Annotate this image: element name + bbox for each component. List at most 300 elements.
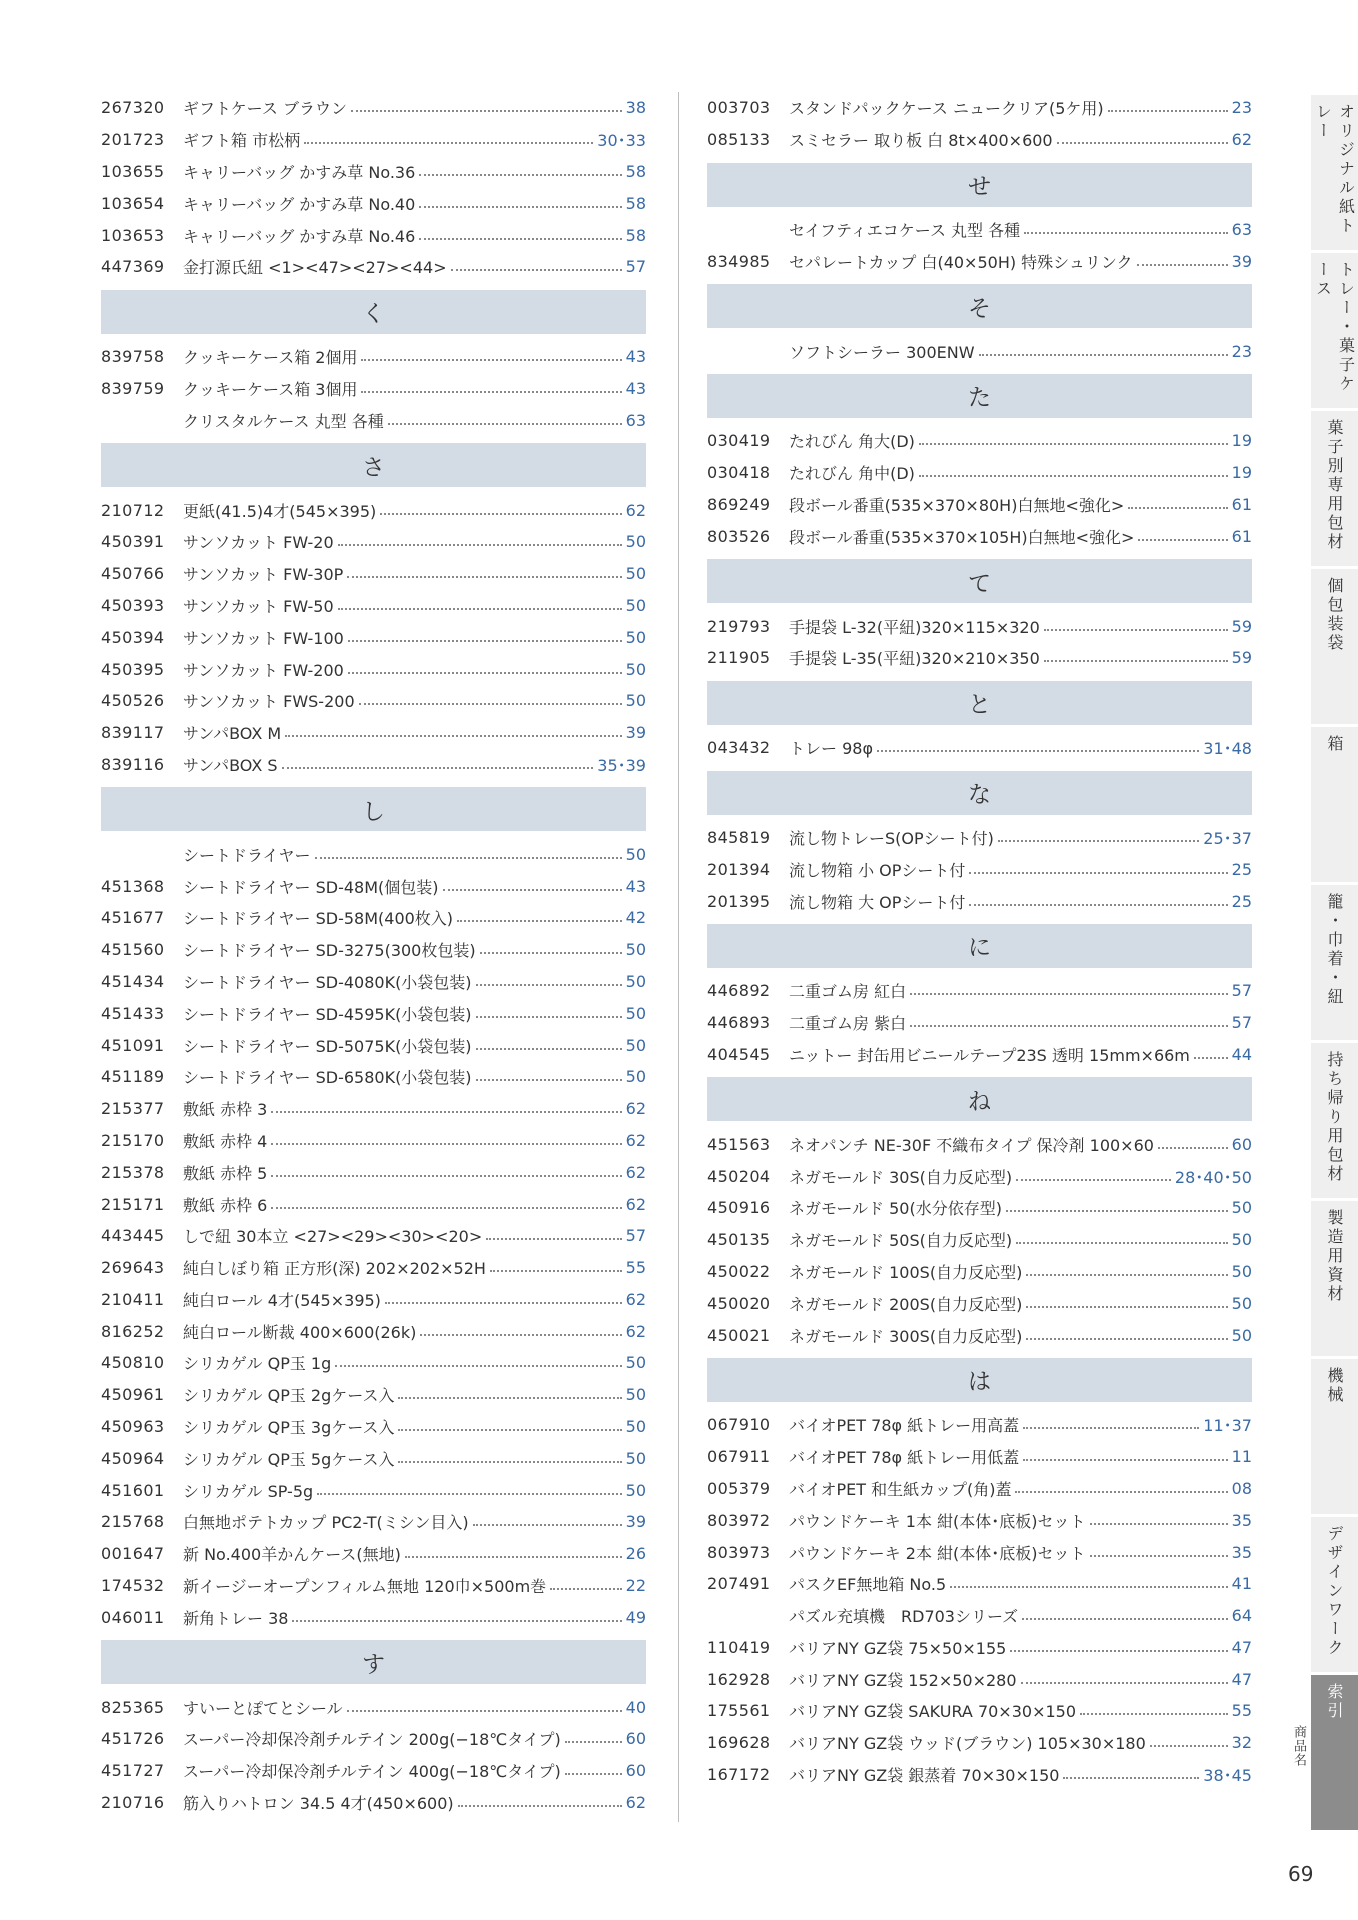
dot-leader (359, 702, 622, 705)
index-section-header: さ (101, 443, 646, 487)
index-entry (101, 838, 646, 870)
product-code: 450526 (101, 691, 165, 711)
page-reference-link[interactable]: 39 (625, 1512, 646, 1532)
dot-leader (565, 1740, 622, 1743)
page-reference-link[interactable]: 50 (625, 1448, 646, 1468)
page-reference-link[interactable]: 11･37 (1203, 1416, 1252, 1436)
section-tab-label: 菓子別専用包材 (1325, 419, 1344, 552)
product-code: 446892 (707, 981, 771, 1001)
index-entry (707, 1568, 1252, 1600)
product-code: 451433 (101, 1003, 165, 1023)
page-reference-link[interactable]: 22 (625, 1576, 646, 1596)
column-divider (678, 92, 679, 1822)
product-code: 030419 (707, 431, 771, 451)
page-reference-link[interactable]: 47 (1231, 1637, 1252, 1657)
product-name: 金打源氏紐 <1><47><27><44> (183, 258, 447, 278)
index-entry (101, 187, 646, 219)
index-entry (101, 92, 646, 124)
page-reference-link[interactable]: 32 (1231, 1733, 1252, 1753)
dot-leader (1057, 141, 1228, 144)
product-name: 新イージーオープンフィルム無地 120巾×500m巻 (183, 1577, 547, 1597)
page-reference-link[interactable]: 42 (625, 908, 646, 928)
dot-leader (1137, 263, 1228, 266)
dot-leader (1150, 1744, 1228, 1747)
dot-leader (398, 1460, 621, 1463)
section-tab[interactable] (1311, 253, 1358, 408)
index-entry (707, 822, 1252, 854)
product-name: すいーとぽてとシール (183, 1698, 343, 1718)
dot-leader (565, 1772, 622, 1775)
product-name: 敷紙 赤枠 5 (183, 1163, 268, 1183)
page-reference-link[interactable]: 50 (625, 595, 646, 615)
page-reference-link[interactable]: 50 (1231, 1325, 1252, 1345)
index-entry (101, 653, 646, 685)
product-name: サンソカット FW-50 (183, 596, 334, 616)
page-reference-link[interactable]: 62 (625, 1793, 646, 1813)
product-name: 敷紙 赤枠 3 (183, 1100, 268, 1120)
product-name: サンパBOX S (183, 755, 278, 775)
product-name: ギフト箱 市松柄 (183, 131, 301, 151)
page-reference-link[interactable]: 59 (1231, 648, 1252, 668)
index-entry (101, 997, 646, 1029)
page-reference-link[interactable]: 38･45 (1203, 1766, 1252, 1786)
product-name: 段ボール番重(535×370×80H)白無地<強化> (789, 495, 1125, 515)
page-reference-link[interactable]: 31･48 (1203, 739, 1252, 759)
dot-leader (950, 1585, 1227, 1588)
product-code: 210411 (101, 1289, 165, 1309)
dot-leader (335, 1364, 621, 1367)
product-name: スミセラー 取り板 白 8t×400×600 (789, 131, 1053, 151)
page-reference-link[interactable]: 50 (625, 627, 646, 647)
product-code: 210712 (101, 500, 165, 520)
product-code: 110419 (707, 1637, 771, 1657)
product-code: 451726 (101, 1729, 165, 1749)
dot-leader (388, 422, 622, 425)
product-name: パスクEF無地箱 No.5 (789, 1575, 947, 1595)
page-reference-link[interactable]: 62 (625, 1321, 646, 1341)
index-entry (707, 457, 1252, 489)
page-reference-link[interactable]: 62 (625, 1289, 646, 1309)
page-reference-link[interactable]: 62 (625, 1099, 646, 1119)
dot-leader (919, 474, 1228, 477)
product-code: 446893 (707, 1013, 771, 1033)
page-reference-link[interactable]: 50 (625, 1417, 646, 1437)
page-reference-link[interactable]: 50 (625, 1003, 646, 1023)
index-entry (707, 1256, 1252, 1288)
page-reference-link[interactable]: 47 (1231, 1669, 1252, 1689)
index-entry (707, 1695, 1252, 1727)
page-reference-link[interactable]: 60 (625, 1761, 646, 1781)
index-entry (707, 610, 1252, 642)
index-entry (101, 1787, 646, 1819)
dot-leader (1024, 231, 1228, 234)
product-code: 201723 (101, 130, 165, 150)
product-code: 103653 (101, 225, 165, 245)
page-reference-link[interactable]: 30･33 (597, 131, 646, 151)
section-tab-label: 索引 (1325, 1683, 1344, 1721)
page-reference-link[interactable]: 57 (625, 257, 646, 277)
index-entry (707, 732, 1252, 764)
index-entry (101, 1474, 646, 1506)
index-entry (101, 1220, 646, 1252)
product-code: 450395 (101, 659, 165, 679)
product-name: サンパBOX M (183, 724, 282, 744)
dot-leader (919, 442, 1228, 445)
product-code: 839758 (101, 347, 165, 367)
product-name: シートドライヤー SD-48M(個包装) (183, 877, 439, 897)
index-entry (101, 219, 646, 251)
index-entry (707, 1727, 1252, 1759)
product-name: シートドライヤー SD-5075K(小袋包装) (183, 1036, 472, 1056)
product-code: 451560 (101, 940, 165, 960)
product-name: 流し物箱 小 OPシート付 (789, 860, 966, 880)
index-entry (101, 1252, 646, 1284)
dot-leader (998, 839, 1199, 842)
page-reference-link[interactable]: 23 (1231, 98, 1252, 118)
dot-leader (486, 1237, 621, 1240)
product-name: サンソカット FW-30P (183, 565, 344, 585)
product-code: 210716 (101, 1793, 165, 1813)
index-entry (101, 685, 646, 717)
product-name: 手提袋 L-35(平紐)320×210×350 (789, 649, 1040, 669)
page-reference-link[interactable]: 38 (625, 98, 646, 118)
index-section-header: ね (707, 1077, 1252, 1121)
product-name: パズル充填機 RD703シリーズ (789, 1607, 1019, 1627)
product-name: たれびん 角中(D) (789, 464, 915, 484)
page-reference-link[interactable]: 35 (1231, 1542, 1252, 1562)
index-column-right (707, 92, 1252, 1790)
page-reference-link[interactable]: 50 (625, 1480, 646, 1500)
page-reference-link[interactable]: 61 (1231, 494, 1252, 514)
index-entry (707, 1319, 1252, 1351)
page-reference-link[interactable]: 55 (1231, 1701, 1252, 1721)
page-reference-link[interactable]: 50 (625, 1385, 646, 1405)
section-tab-label: デザインワーク (1325, 1525, 1344, 1658)
product-name: 更紙(41.5)4才(545×395) (183, 501, 377, 521)
product-code: 005379 (707, 1478, 771, 1498)
product-code: 450766 (101, 564, 165, 584)
product-code: 451601 (101, 1480, 165, 1500)
index-entry (101, 251, 646, 283)
page-reference-link[interactable]: 58 (625, 193, 646, 213)
dot-leader (451, 268, 622, 271)
section-tab[interactable] (1311, 95, 1358, 250)
index-entry (101, 1755, 646, 1787)
product-code: 451727 (101, 1761, 165, 1781)
index-entry (707, 885, 1252, 917)
product-name: シートドライヤー SD-58M(400枚入) (183, 909, 454, 929)
index-section-header: く (101, 290, 646, 334)
product-code: 219793 (707, 616, 771, 636)
product-code: 447369 (101, 257, 165, 277)
product-code: 267320 (101, 98, 165, 118)
product-name: ソフトシーラー 300ENW (789, 342, 975, 362)
product-name: ネオパンチ NE-30F 不織布タイプ 保冷剤 100×60 (789, 1135, 1154, 1155)
dot-leader (1006, 1209, 1228, 1212)
index-entry (707, 1192, 1252, 1224)
index-entry (101, 1601, 646, 1633)
index-entry (101, 1315, 646, 1347)
section-tab[interactable] (1311, 1043, 1358, 1198)
page-reference-link[interactable]: 39 (625, 723, 646, 743)
dot-leader (1090, 1522, 1228, 1525)
product-code: 450916 (707, 1198, 771, 1218)
dot-leader (348, 639, 622, 642)
product-name: 純白ロール 4才(545×395) (183, 1290, 381, 1310)
index-entry (101, 1411, 646, 1443)
dot-leader (285, 734, 621, 737)
product-code: 450022 (707, 1261, 771, 1281)
page-reference-link[interactable]: 39 (1231, 251, 1252, 271)
dot-leader (348, 671, 622, 674)
index-entry (707, 335, 1252, 367)
page-reference-link[interactable]: 62 (625, 1130, 646, 1150)
page-reference-link[interactable]: 55 (625, 1258, 646, 1278)
index-entry (707, 853, 1252, 885)
dot-leader (420, 1333, 621, 1336)
product-code: 169628 (707, 1733, 771, 1753)
product-name: 二重ゴム房 紫白 (789, 1014, 907, 1034)
product-code: 175561 (707, 1701, 771, 1721)
page-reference-link[interactable]: 50 (625, 971, 646, 991)
index-section-header: せ (707, 163, 1252, 207)
page-reference-link[interactable]: 40 (625, 1697, 646, 1717)
index-entry (101, 1061, 646, 1093)
product-code: 869249 (707, 494, 771, 514)
page-reference-link[interactable]: 50 (1231, 1293, 1252, 1313)
product-name: シリカゲル SP-5g (183, 1481, 314, 1501)
product-name: ネガモールド 100S(自力反応型) (789, 1262, 1023, 1282)
page-reference-link[interactable]: 64 (1231, 1606, 1252, 1626)
product-code: 451189 (101, 1067, 165, 1087)
dot-leader (1023, 1426, 1199, 1429)
product-name: 手提袋 L-32(平紐)320×115×320 (789, 617, 1040, 637)
page-reference-link[interactable]: 49 (625, 1607, 646, 1627)
dot-leader (1080, 1712, 1228, 1715)
product-name: バリアNY GZ袋 SAKURA 70×30×150 (789, 1702, 1077, 1722)
index-entry (707, 92, 1252, 124)
index-entry (101, 870, 646, 902)
page-reference-link[interactable]: 58 (625, 225, 646, 245)
page-reference-link[interactable]: 19 (1231, 463, 1252, 483)
product-name: スーパー冷却保冷剤チルテイン 400g(−18℃タイプ) (183, 1762, 561, 1782)
product-code: 215171 (101, 1194, 165, 1214)
page-reference-link[interactable]: 35･39 (597, 755, 646, 775)
dot-leader (419, 237, 621, 240)
dot-leader (1026, 1273, 1227, 1276)
page-reference-link[interactable]: 50 (625, 564, 646, 584)
index-entry (101, 717, 646, 749)
index-entry (101, 1029, 646, 1061)
dot-leader (380, 512, 621, 515)
page-reference-link[interactable]: 43 (625, 876, 646, 896)
page-reference-link[interactable]: 08 (1231, 1478, 1252, 1498)
product-code: 046011 (101, 1607, 165, 1627)
page-reference-link[interactable]: 26 (625, 1544, 646, 1564)
index-entry (707, 489, 1252, 521)
product-code: 450964 (101, 1448, 165, 1468)
section-tab[interactable] (1311, 569, 1358, 724)
dot-leader (877, 749, 1199, 752)
product-code: 450021 (707, 1325, 771, 1345)
section-tab[interactable] (1311, 1675, 1358, 1830)
product-code: 167172 (707, 1765, 771, 1785)
section-tab-label: 持ち帰り用包材 (1325, 1051, 1344, 1184)
product-name: 段ボール番重(535×370×105H)白無地<強化> (789, 527, 1135, 547)
product-code: 803526 (707, 526, 771, 546)
dot-leader (1108, 109, 1228, 112)
section-tab[interactable] (1311, 1201, 1358, 1356)
product-name: シートドライヤー SD-3275(300枚包装) (183, 941, 476, 961)
index-entry (101, 1284, 646, 1316)
index-entry (101, 1347, 646, 1379)
product-name: ネガモールド 50S(自力反応型) (789, 1231, 1013, 1251)
product-name: クリスタルケース 丸型 各種 (183, 411, 384, 431)
page-reference-link[interactable]: 62 (625, 1162, 646, 1182)
section-tab[interactable] (1311, 727, 1358, 882)
product-name: シリカゲル QP玉 3gケース入 (183, 1418, 395, 1438)
dot-leader (317, 1492, 621, 1495)
dot-leader (304, 141, 593, 144)
dot-leader (338, 607, 622, 610)
product-name: 純白ロール断裁 400×600(26k) (183, 1322, 417, 1342)
page-reference-link[interactable]: 50 (625, 532, 646, 552)
product-name: 流し物箱 大 OPシート付 (789, 892, 966, 912)
dot-leader (347, 575, 621, 578)
product-code: 201394 (707, 859, 771, 879)
page-reference-link[interactable]: 57 (1231, 1013, 1252, 1033)
product-code: 450135 (707, 1230, 771, 1250)
page-reference-link[interactable]: 63 (625, 410, 646, 430)
dot-leader (338, 543, 622, 546)
page-reference-link[interactable]: 50 (625, 1067, 646, 1087)
product-name: シリカゲル QP玉 5gケース入 (183, 1449, 395, 1469)
index-section-header: は (707, 1358, 1252, 1402)
product-code: 103655 (101, 161, 165, 181)
page-reference-link[interactable]: 62 (625, 1194, 646, 1214)
page-reference-link[interactable]: 43 (625, 378, 646, 398)
product-name: たれびん 角大(D) (789, 432, 915, 452)
dot-leader (271, 1206, 621, 1209)
index-entry (707, 1663, 1252, 1695)
page-reference-link[interactable]: 60 (1231, 1134, 1252, 1154)
product-name: ギフトケース ブラウン (183, 99, 347, 119)
dot-leader (1044, 628, 1228, 631)
page-reference-link[interactable]: 50 (625, 1035, 646, 1055)
page-reference-link[interactable]: 61 (1231, 526, 1252, 546)
page-reference-link[interactable]: 25 (1231, 891, 1252, 911)
product-code: 215170 (101, 1130, 165, 1150)
product-name: ネガモールド 300S(自力反応型) (789, 1326, 1023, 1346)
index-entry (101, 1188, 646, 1220)
page-reference-link[interactable]: 62 (625, 500, 646, 520)
product-code: 839116 (101, 754, 165, 774)
page-reference-link[interactable]: 41 (1231, 1574, 1252, 1594)
index-entry (707, 1409, 1252, 1441)
product-name: バイオPET 和生紙カップ(角)蓋 (789, 1479, 1012, 1499)
page-reference-link[interactable]: 25 (1231, 859, 1252, 879)
product-name: セイフティエコケース 丸型 各種 (789, 220, 1021, 240)
dot-leader (1015, 1490, 1227, 1493)
page-reference-link[interactable]: 50 (1231, 1261, 1252, 1281)
page-reference-link[interactable]: 57 (1231, 981, 1252, 1001)
page-reference-link[interactable]: 62 (1231, 130, 1252, 150)
index-entry (707, 124, 1252, 156)
product-name: 敷紙 赤枠 6 (183, 1195, 268, 1215)
dot-leader (292, 1619, 621, 1622)
product-code: 215378 (101, 1162, 165, 1182)
page-reference-link[interactable]: 19 (1231, 431, 1252, 451)
dot-leader (351, 109, 622, 112)
page-reference-link[interactable]: 63 (1231, 219, 1252, 239)
product-name: シートドライヤー SD-6580K(小袋包装) (183, 1068, 472, 1088)
index-entry (707, 1224, 1252, 1256)
page-reference-link[interactable]: 50 (1231, 1230, 1252, 1250)
product-code: 067911 (707, 1447, 771, 1467)
page-reference-link[interactable]: 44 (1231, 1044, 1252, 1064)
page-reference-link[interactable]: 60 (625, 1729, 646, 1749)
dot-leader (271, 1110, 621, 1113)
page-reference-link[interactable]: 59 (1231, 616, 1252, 636)
section-tab[interactable] (1311, 411, 1358, 566)
section-tab[interactable] (1311, 1359, 1358, 1514)
product-name: 純白しぼり箱 正方形(深) 202×202×52H (183, 1259, 486, 1279)
page-reference-link[interactable]: 50 (625, 659, 646, 679)
page-reference-link[interactable]: 50 (625, 940, 646, 960)
product-name: しで紐 30本立 <27><29><30><20> (183, 1227, 483, 1247)
section-tab-label: 機械 (1325, 1367, 1344, 1405)
index-entry (707, 1128, 1252, 1160)
index-entry (101, 373, 646, 405)
product-code: 043432 (707, 738, 771, 758)
index-entry (101, 590, 646, 622)
section-tab[interactable] (1311, 885, 1358, 1040)
page-reference-link[interactable]: 11 (1231, 1447, 1252, 1467)
page-reference-link[interactable]: 35 (1231, 1510, 1252, 1530)
page-reference-link[interactable]: 58 (625, 161, 646, 181)
index-entry (707, 1504, 1252, 1536)
page-reference-link[interactable]: 25･37 (1203, 828, 1252, 848)
section-tab-label: オリジナル紙トレー (1313, 103, 1356, 236)
page-reference-link[interactable]: 50 (625, 1353, 646, 1373)
section-tab[interactable] (1311, 1517, 1358, 1672)
dot-leader (458, 1804, 622, 1807)
page-reference-link[interactable]: 57 (625, 1226, 646, 1246)
product-code: 825365 (101, 1697, 165, 1717)
dot-leader (1026, 1337, 1227, 1340)
index-entry (707, 1160, 1252, 1192)
page-reference-link[interactable]: 50 (1231, 1198, 1252, 1218)
index-entry (707, 1441, 1252, 1473)
product-name: 二重ゴム房 紅白 (789, 982, 907, 1002)
page-reference-link[interactable]: 43 (625, 347, 646, 367)
index-entry (707, 1536, 1252, 1568)
page-reference-link[interactable]: 23 (1231, 341, 1252, 361)
product-code: 834985 (707, 251, 771, 271)
index-entry (101, 1506, 646, 1538)
product-code: 451563 (707, 1134, 771, 1154)
dot-leader (1016, 1241, 1228, 1244)
product-code: 201395 (707, 891, 771, 911)
page-reference-link[interactable]: 28･40･50 (1174, 1167, 1252, 1187)
page-reference-link[interactable]: 50 (625, 844, 646, 864)
page-reference-link[interactable]: 50 (625, 691, 646, 711)
product-code: 030418 (707, 463, 771, 483)
dot-leader (480, 951, 622, 954)
dot-leader (476, 1047, 622, 1050)
index-entry (707, 1287, 1252, 1319)
section-tab-label: トレー・菓子ケース (1313, 261, 1356, 394)
